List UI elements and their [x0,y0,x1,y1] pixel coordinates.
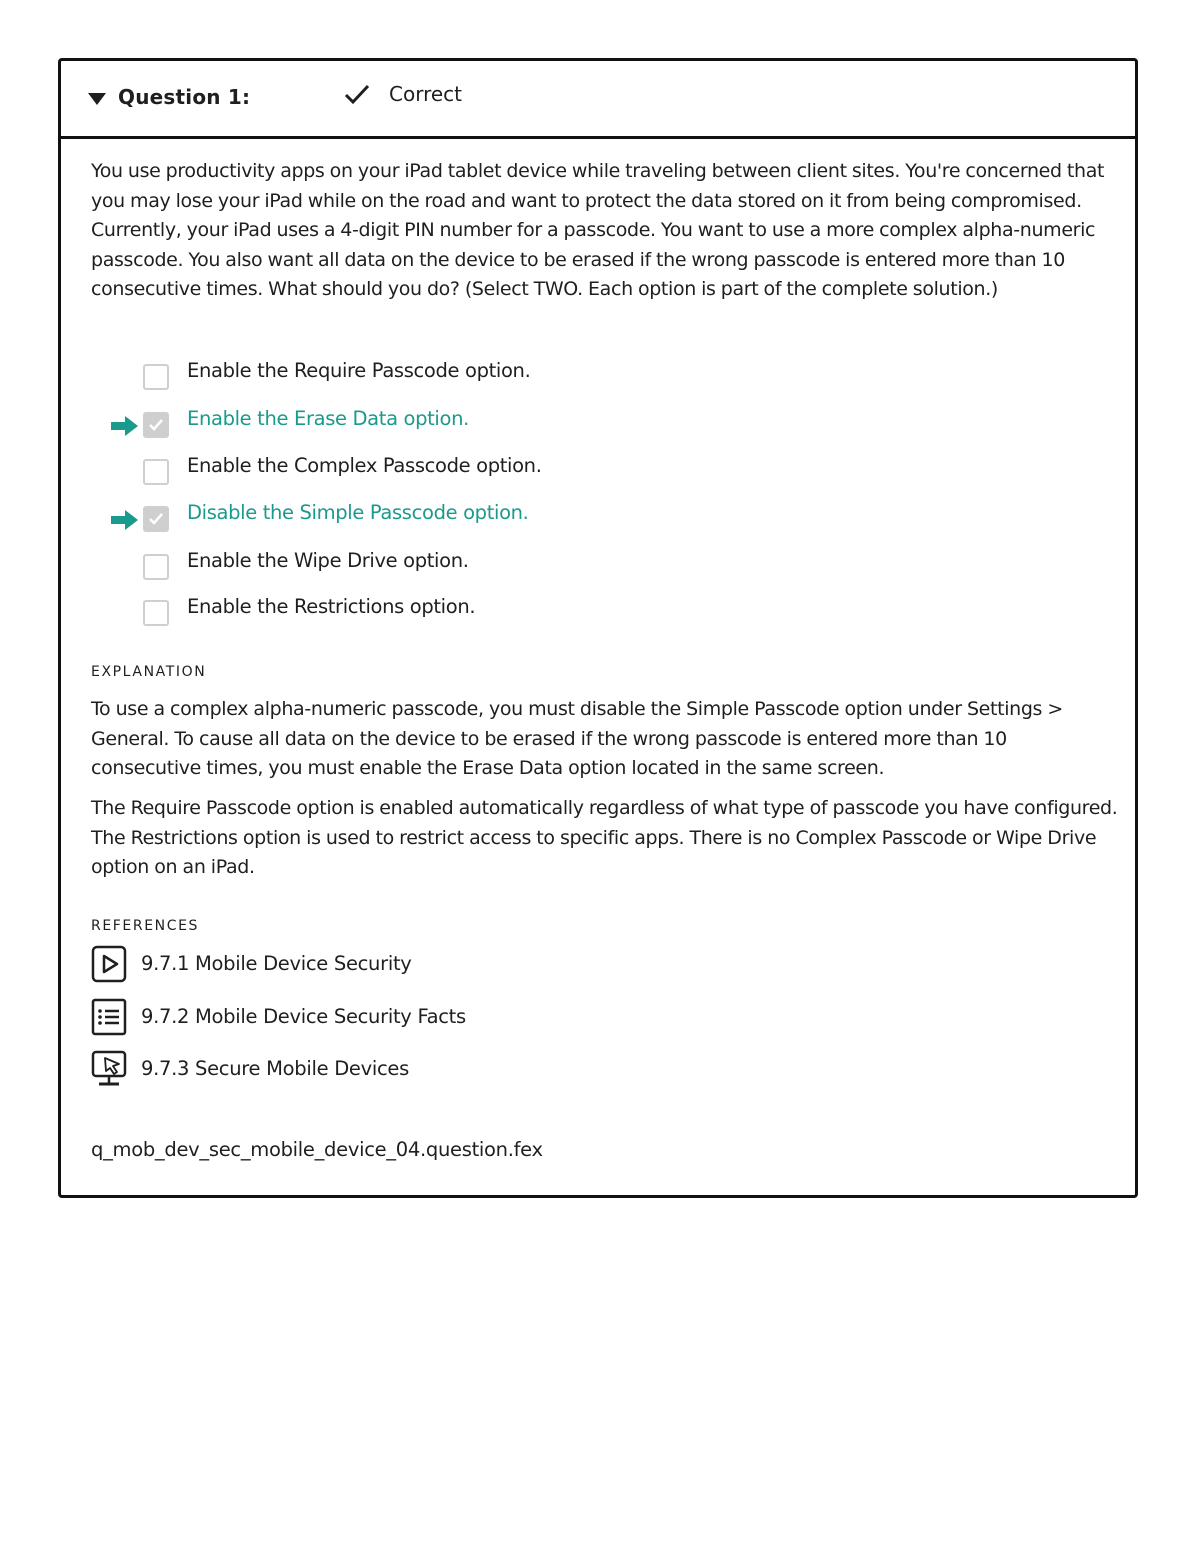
explanation-paragraph: To use a complex alpha-numeric passcode, you must disable the Simple Passcode option under Settings > General. To cause all data on the device to be erased if the wrong passcode is entered more than 10 consecutive times, you must enable the Erase Data option located in the same screen. [91,698,1063,779]
explanation-paragraph: The Require Passcode option is enabled automatically regardless of what type of passcode you have configured. The Restrictions option is used to restrict access to specific apps. There is no Complex Passcode or Wipe Drive option on an iPad. [91,797,1118,878]
option-label[interactable]: Enable the Restrictions option. [187,595,476,618]
reference-label[interactable]: 9.7.1 Mobile Device Security [141,952,412,975]
reference-label[interactable]: 9.7.3 Secure Mobile Devices [141,1057,409,1080]
correct-answer-arrow-icon [111,509,139,531]
check-icon [344,83,370,107]
correct-answer-arrow-icon [111,415,139,437]
answer-option[interactable] [61,359,761,393]
video-play-icon [91,945,127,983]
question-text: You use productivity apps on your iPad tablet device while traveling between client sites. You're concerned that you may lose your iPad while on the road and want to protect the data stored on it from being compromised. Currently, your iPad uses a 4-digit PIN number for a passcode. You want to use a more complex alpha-numeric passcode. You also want all data on the device to be erased if the wrong passcode is entered more than 10 consecutive times. What should you do? (Select TWO. Each option is part of the complete solution.) [91,160,1105,300]
answer-option[interactable] [61,549,761,583]
answer-option[interactable] [61,407,761,441]
reference-link[interactable] [91,998,691,1038]
option-checkbox[interactable] [143,506,169,532]
caret-down-icon[interactable] [87,91,107,107]
reference-link[interactable] [91,1050,691,1090]
answer-option[interactable] [61,595,761,629]
references-heading: REFERENCES [91,918,200,934]
option-checkbox[interactable] [143,554,169,580]
lab-simulation-icon [91,1050,127,1088]
question-card [58,58,1138,1198]
option-label[interactable]: Enable the Wipe Drive option. [187,549,469,572]
question-filename: q_mob_dev_sec_mobile_device_04.question.fex [91,1138,543,1161]
fact-list-icon [91,998,127,1036]
answer-option[interactable] [61,454,761,488]
option-label[interactable]: Enable the Erase Data option. [187,407,469,430]
reference-link[interactable] [91,945,691,985]
reference-label[interactable]: 9.7.2 Mobile Device Security Facts [141,1005,466,1028]
question-title: Question 1: [118,85,251,109]
question-header [61,61,1135,139]
option-checkbox[interactable] [143,600,169,626]
status-text: Correct [389,82,462,106]
checkmark-icon [148,511,164,527]
option-label[interactable]: Enable the Complex Passcode option. [187,454,542,477]
option-checkbox[interactable] [143,412,169,438]
explanation-heading: EXPLANATION [91,664,207,680]
option-checkbox[interactable] [143,364,169,390]
answer-option[interactable] [61,501,761,535]
option-checkbox[interactable] [143,459,169,485]
option-label[interactable]: Enable the Require Passcode option. [187,359,531,382]
checkmark-icon [148,417,164,433]
option-label[interactable]: Disable the Simple Passcode option. [187,501,529,524]
